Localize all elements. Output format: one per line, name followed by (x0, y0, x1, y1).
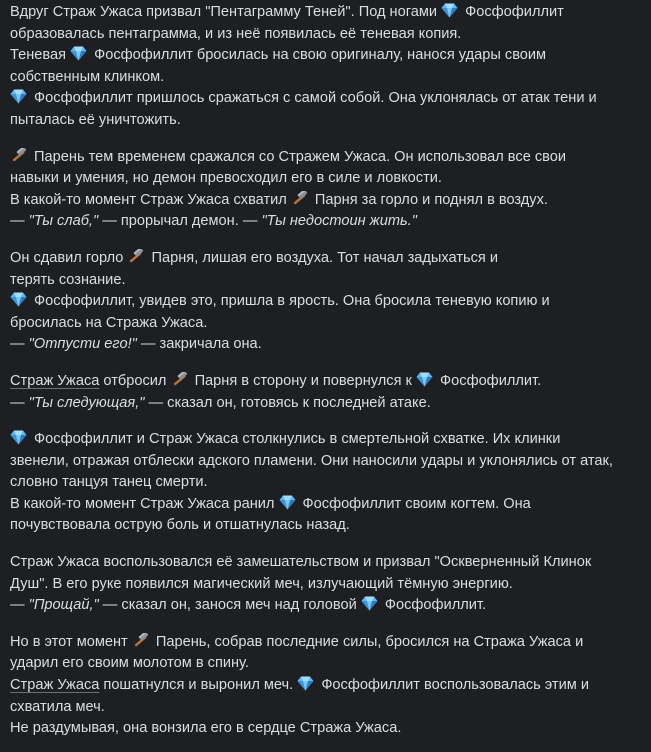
text-line (10, 211, 641, 233)
gem-stone-icon (441, 3, 458, 18)
text-line: собственным клинком. (10, 68, 165, 85)
paragraph-5 (10, 429, 641, 537)
text-span: Вдруг Страж Ужаса призвал "Пентаграмму Теней". Под ногами (10, 4, 442, 20)
paragraph-7 (10, 632, 641, 740)
text-span: — (10, 336, 29, 353)
gem-stone-icon (70, 46, 87, 61)
paragraph-3 (10, 248, 641, 356)
text-span: Фосфофиллит. (380, 597, 486, 614)
text-line (10, 334, 641, 356)
hammer-icon (132, 633, 149, 649)
gem-stone-icon (10, 89, 27, 104)
gem-stone-icon (10, 292, 27, 307)
text-span: В какой-то момент Страж Ужаса ранил (10, 495, 279, 512)
text-span: — сказал он, занося меч над головой (98, 597, 361, 614)
gem-stone-icon (297, 676, 314, 691)
text-span: Фосфофиллит воспользовалась этим и (317, 677, 589, 694)
text-line (10, 147, 641, 169)
text-span: Парень тем временем сражался со Стражем Ужаса. Он использовал все свои (30, 148, 567, 165)
paragraph-1 (10, 2, 641, 132)
text-span: Фосфофиллит своим когтем. Она (298, 495, 531, 512)
text-span: Фосфофиллит (461, 4, 564, 20)
text-line: Душ". В его руке появился магический меч, излучающий тёмную энергию. (10, 575, 513, 592)
text-line: бросилась на Стража Ужаса. (10, 314, 208, 331)
text-line: схватила меч. (10, 698, 105, 715)
gem-stone-icon (279, 495, 296, 510)
text-line (10, 190, 641, 212)
hammer-icon (10, 148, 27, 164)
text-span: Фосфофиллит. (436, 372, 542, 389)
text-span: Фосфофиллит, увидев это, пришла в ярость. Она бросила теневую копию и (30, 293, 550, 310)
text-span: Парня в сторону и повернулся к (190, 372, 416, 389)
quote-span: "Ты недостоин жить." (261, 213, 417, 230)
text-line (10, 595, 641, 617)
quote-span: "Отпусти его!" (28, 336, 137, 353)
text-line (10, 632, 641, 654)
text-span: — (10, 213, 29, 230)
hammer-icon (127, 249, 144, 265)
paragraph-2 (10, 147, 641, 233)
quote-span: "Ты следующая," (28, 394, 145, 411)
text-line: почувствовала острую боль и отшатнулась назад. (10, 517, 350, 534)
paragraph-6 (10, 552, 641, 617)
text-span: Фосфофиллит бросилась на свою оригиналу, нанося удары своим (90, 47, 547, 64)
text-line: образовалась пентаграмма, и из неё появилась её теневая копия. (10, 25, 462, 42)
text-span: Фосфофиллит пришлось сражаться с самой собой. Она уклонялась от атак тени и (30, 90, 597, 107)
paragraph-4 (10, 371, 641, 414)
hammer-icon (171, 372, 188, 388)
text-line: навыки и умения, но демон превосходил его в силе и ловкости. (10, 170, 442, 187)
underlined-span: Страж Ужаса (10, 677, 100, 694)
text-span: отбросил (99, 372, 171, 389)
text-line: терять сознание. (10, 271, 126, 288)
hammer-icon (291, 191, 308, 207)
text-line: звенели, отражая отблески адского пламени. Они наносили удары и уклонялись от атак, (10, 452, 613, 469)
text-line (10, 291, 641, 313)
text-line (10, 248, 641, 270)
text-span: пошатнулся и выронил меч. (99, 677, 298, 694)
text-line (10, 45, 641, 67)
text-span: — сказал он, готовясь к последней атаке. (144, 394, 431, 411)
text-line: пыталась её уничтожить. (10, 111, 181, 128)
text-span: Теневая (10, 47, 71, 64)
text-line: Страж Ужаса воспользовался её замешательством и призвал "Оскверненный Клинок (10, 554, 592, 571)
text-line: словно танцуя танец смерти. (10, 474, 208, 491)
text-line: Не раздумывая, она вонзила его в сердце Стража Ужаса. (10, 720, 402, 737)
text-span: Фосфофиллит и Страж Ужаса столкнулись в смертельной схватке. Их клинки (30, 431, 561, 448)
quote-span: "Ты слаб," (28, 213, 99, 230)
text-span: — прорычал демон. — (98, 213, 262, 230)
text-line (10, 429, 641, 451)
text-span: — (10, 597, 29, 614)
text-span: В какой-то момент Страж Ужаса схватил (10, 191, 291, 208)
text-span: — закричала она. (136, 336, 262, 353)
text-span: Парня, лишая его воздуха. Тот начал задыхаться и (147, 249, 499, 266)
text-span: — (10, 394, 29, 411)
text-span: Но в этот момент (10, 633, 132, 650)
gem-stone-icon (416, 372, 433, 387)
text-line (10, 494, 641, 516)
gem-stone-icon (10, 430, 27, 445)
text-line: ударил его своим молотом в спину. (10, 655, 249, 672)
underlined-span: Страж Ужаса (10, 372, 100, 389)
text-span: Парня за горло и поднял в воздух. (310, 191, 548, 208)
text-line (10, 2, 641, 24)
text-span: Он сдавил горло (10, 249, 128, 266)
text-line (10, 371, 641, 393)
text-line (10, 88, 641, 110)
text-line (10, 393, 641, 415)
text-line (10, 675, 641, 697)
gem-stone-icon (361, 596, 378, 611)
text-span: Парень, собрав последние силы, бросился на Стража Ужаса и (151, 633, 584, 650)
quote-span: "Прощай," (28, 597, 99, 614)
